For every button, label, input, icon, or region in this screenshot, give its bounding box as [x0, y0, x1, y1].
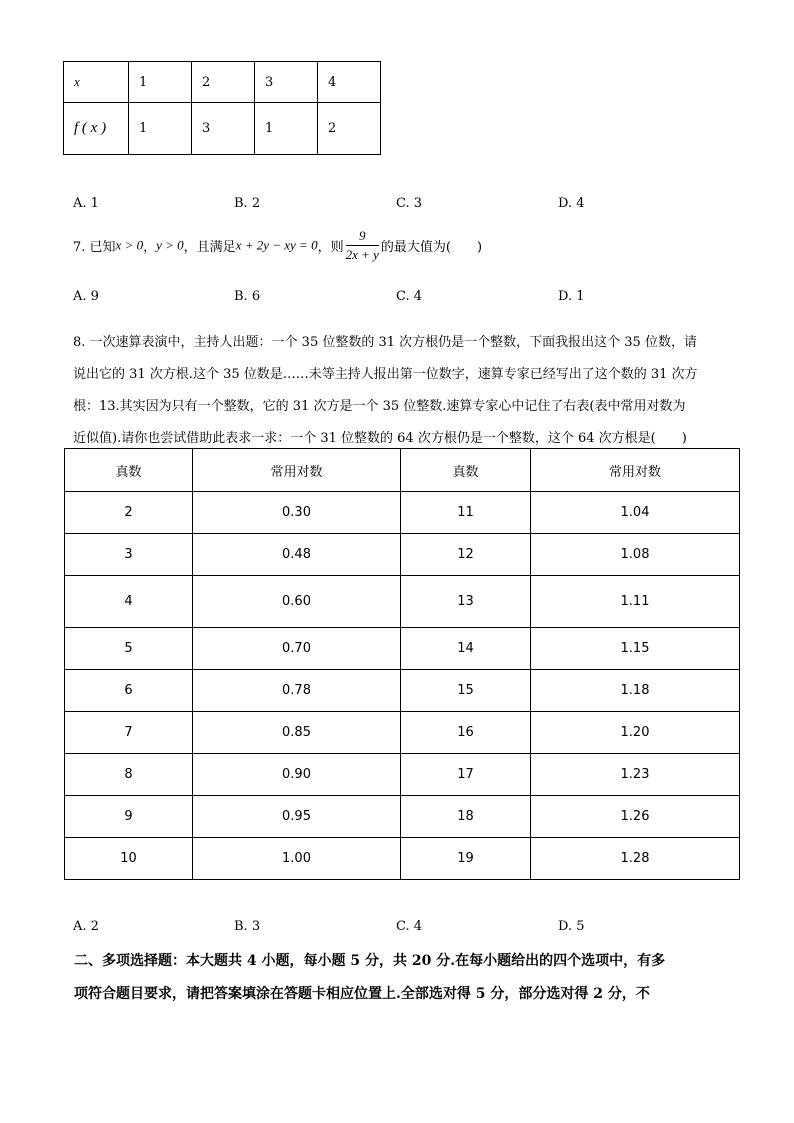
cell: 0.78 — [193, 670, 401, 712]
q6-option-b: B. 2 — [234, 196, 261, 211]
cell: 17 — [401, 754, 531, 796]
cell: 12 — [401, 534, 531, 576]
table-row — [65, 796, 740, 838]
cell: 1.08 — [531, 534, 740, 576]
fx-value-4: 2 — [318, 103, 381, 155]
cell: 0.60 — [193, 576, 401, 628]
table-row — [65, 670, 740, 712]
q7-option-a: A. 9 — [73, 289, 99, 304]
q8-line-2: 说出它的 31 次方根.这个 35 位数是……未等主持人报出第一位数字，速算专家已经写出了这个数的 31 次方 — [73, 367, 698, 382]
table-header-row — [65, 449, 740, 492]
cell: 1.20 — [531, 712, 740, 754]
cell: 1.15 — [531, 628, 740, 670]
cell: 2 — [65, 492, 193, 534]
q7-option-b: B. 6 — [234, 289, 261, 304]
fx-value-2: 3 — [192, 103, 255, 155]
cell: 8 — [65, 754, 193, 796]
x-value-4: 4 — [318, 62, 381, 103]
q7-option-c: C. 4 — [396, 289, 423, 304]
question-7 — [73, 228, 482, 263]
function-value-table — [63, 61, 381, 155]
cell: 16 — [401, 712, 531, 754]
cell: 0.95 — [193, 796, 401, 838]
cell: 0.85 — [193, 712, 401, 754]
q8-line-3: 根：13.其实因为只有一个整数，它的 31 次方是一个 35 位整数.速算专家心中记住了右表(表中常用对数为 — [73, 399, 686, 414]
q7-mid2: ，则 — [317, 240, 344, 255]
cell: 0.48 — [193, 534, 401, 576]
q6-option-d: D. 4 — [558, 196, 585, 211]
section-2-line-1: 二、多项选择题：本大题共 4 小题，每小题 5 分，共 20 分.在每小题给出的四个选项中，有多 — [74, 953, 666, 969]
x-value-2: 2 — [192, 62, 255, 103]
cell: 1.04 — [531, 492, 740, 534]
table-row — [65, 712, 740, 754]
table-row — [65, 838, 740, 880]
table-row — [65, 534, 740, 576]
fx-value-1: 1 — [129, 103, 192, 155]
table-row — [64, 103, 381, 155]
q7-fraction — [346, 228, 379, 263]
cell: 1.00 — [193, 838, 401, 880]
cell: 1.28 — [531, 838, 740, 880]
cell: 19 — [401, 838, 531, 880]
cell: 10 — [65, 838, 193, 880]
q7-cond1: x > 0 — [115, 237, 144, 253]
section-2-line-2: 项符合题目要求，请把答案填涂在答题卡相应位置上.全部选对得 5 分，部分选对得 2 分，不 — [74, 986, 650, 1002]
cell: 3 — [65, 534, 193, 576]
cell: 7 — [65, 712, 193, 754]
cell: 4 — [65, 576, 193, 628]
q8-option-d: D. 5 — [558, 919, 585, 934]
cell: 14 — [401, 628, 531, 670]
cell: 18 — [401, 796, 531, 838]
cell: 0.70 — [193, 628, 401, 670]
x-value-3: 3 — [255, 62, 318, 103]
table-row — [65, 576, 740, 628]
q6-option-a: A. 1 — [73, 196, 99, 211]
q7-cond3: x + 2y − xy = 0 — [235, 237, 318, 253]
q8-option-a: A. 2 — [73, 919, 99, 934]
q7-prefix: 7. 已知 — [73, 240, 116, 255]
cell: 11 — [401, 492, 531, 534]
x-value-1: 1 — [129, 62, 192, 103]
header-log-2: 常用对数 — [531, 449, 740, 492]
table-row — [64, 62, 381, 103]
q7-option-d: D. 1 — [558, 289, 585, 304]
logarithm-table — [64, 448, 740, 880]
header-antilog-2: 真数 — [401, 449, 531, 492]
q8-line-4: 近似值).请你也尝试借助此表求一求：一个 31 位整数的 64 次方根仍是一个整数，这个 64 次方根是( ) — [73, 431, 687, 446]
q7-cond2: y > 0 — [156, 237, 184, 253]
q7-frac-den: 2x + y — [345, 247, 379, 262]
row-label-x: x — [64, 62, 129, 103]
q8-option-b: B. 3 — [234, 919, 261, 934]
q6-option-c: C. 3 — [396, 196, 423, 211]
cell: 1.23 — [531, 754, 740, 796]
cell: 5 — [65, 628, 193, 670]
table-row — [65, 754, 740, 796]
cell: 13 — [401, 576, 531, 628]
cell: 1.18 — [531, 670, 740, 712]
cell: 0.90 — [193, 754, 401, 796]
q7-suffix: 的最大值为( ) — [380, 240, 483, 255]
row-label-fx: f ( x ) — [64, 103, 129, 155]
q8-line-1: 8. 一次速算表演中，主持人出题：一个 35 位整数的 31 次方根仍是一个整数，下面我报出这个 35 位数，请 — [73, 335, 697, 350]
q8-option-c: C. 4 — [396, 919, 423, 934]
q7-frac-num: 9 — [346, 228, 379, 246]
cell: 9 — [65, 796, 193, 838]
cell: 15 — [401, 670, 531, 712]
header-log-1: 常用对数 — [193, 449, 401, 492]
cell: 0.30 — [193, 492, 401, 534]
q7-sep1: ， — [143, 240, 157, 255]
cell: 1.26 — [531, 796, 740, 838]
cell: 1.11 — [531, 576, 740, 628]
table-row — [65, 628, 740, 670]
cell: 6 — [65, 670, 193, 712]
header-antilog-1: 真数 — [65, 449, 193, 492]
q7-mid: ，且满足 — [183, 240, 236, 255]
table-row — [65, 492, 740, 534]
fx-value-3: 1 — [255, 103, 318, 155]
